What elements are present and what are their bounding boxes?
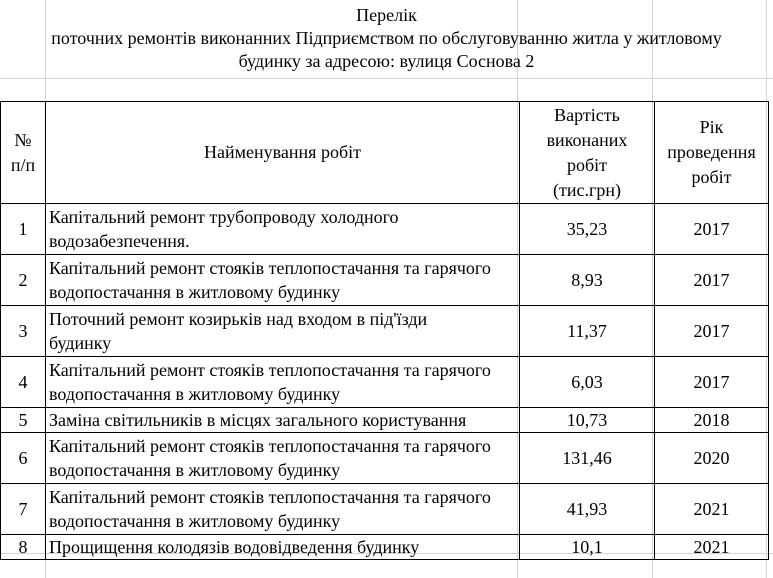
gridline: [0, 78, 773, 79]
cell-cost: 6,03: [520, 357, 655, 408]
cell-year: 2017: [655, 204, 769, 255]
works-table: [0, 101, 769, 560]
table-row: [1, 433, 769, 484]
cell-name: Капітальний ремонт стояків теплопостачання та гарячого водопостачання в житловому будинку: [46, 433, 520, 484]
cell-name: Капітальний ремонт трубопроводу холодного водозабезпечення.: [46, 204, 520, 255]
cell-year: 2018: [655, 408, 769, 433]
cell-number: 7: [1, 484, 46, 535]
cell-cost: 35,23: [520, 204, 655, 255]
cell-number: 4: [1, 357, 46, 408]
table-row: [1, 306, 769, 357]
cell-cost: 41,93: [520, 484, 655, 535]
cell-name: Прощищення колодязів водовідведення будинку: [46, 535, 520, 560]
cell-cost: 10,1: [520, 535, 655, 560]
table-row: [1, 255, 769, 306]
table-row: [1, 535, 769, 560]
table-row: [1, 484, 769, 535]
cell-cost: 8,93: [520, 255, 655, 306]
cell-number: 1: [1, 204, 46, 255]
table-row: [1, 408, 769, 433]
table-row: [1, 357, 769, 408]
cell-year: 2021: [655, 535, 769, 560]
cell-name: Капітальний ремонт стояків теплопостачання та гарячого водопостачання в житловому будинку: [46, 255, 520, 306]
cell-number: 3: [1, 306, 46, 357]
cell-name: Капітальний ремонт стояків теплопостачання та гарячого водопостачання в житловому будинку: [46, 357, 520, 408]
cell-name: Заміна світильників в місцях загального користування: [46, 408, 520, 433]
cell-cost: 131,46: [520, 433, 655, 484]
title-line: поточних ремонтів виконанних Підприємством по обслуговуванню житла у житловому: [51, 28, 722, 48]
header-number: № п/п: [1, 102, 46, 204]
cell-cost: 10,73: [520, 408, 655, 433]
header-name: Найменування робіт: [46, 102, 520, 204]
cell-number: 5: [1, 408, 46, 433]
title-line: Перелік: [356, 5, 417, 25]
header-cost: Вартість виконаних робіт (тис.грн): [520, 102, 655, 204]
cell-number: 6: [1, 433, 46, 484]
cell-name: Поточний ремонт козирьків над входом в під'їзди будинку: [46, 306, 520, 357]
cell-year: 2017: [655, 306, 769, 357]
document-title: [0, 4, 773, 73]
cell-year: 2021: [655, 484, 769, 535]
cell-cost: 11,37: [520, 306, 655, 357]
header-year: Рік проведення робіт: [655, 102, 769, 204]
cell-number: 2: [1, 255, 46, 306]
table-row: [1, 204, 769, 255]
cell-year: 2017: [655, 255, 769, 306]
cell-number: 8: [1, 535, 46, 560]
cell-year: 2017: [655, 357, 769, 408]
title-line: будинку за адресою: вулиця Соснова 2: [238, 51, 535, 71]
cell-name: Капітальний ремонт стояків теплопостачання та гарячого водопостачання в житловому будинку: [46, 484, 520, 535]
cell-year: 2020: [655, 433, 769, 484]
table-header-row: [1, 102, 769, 204]
